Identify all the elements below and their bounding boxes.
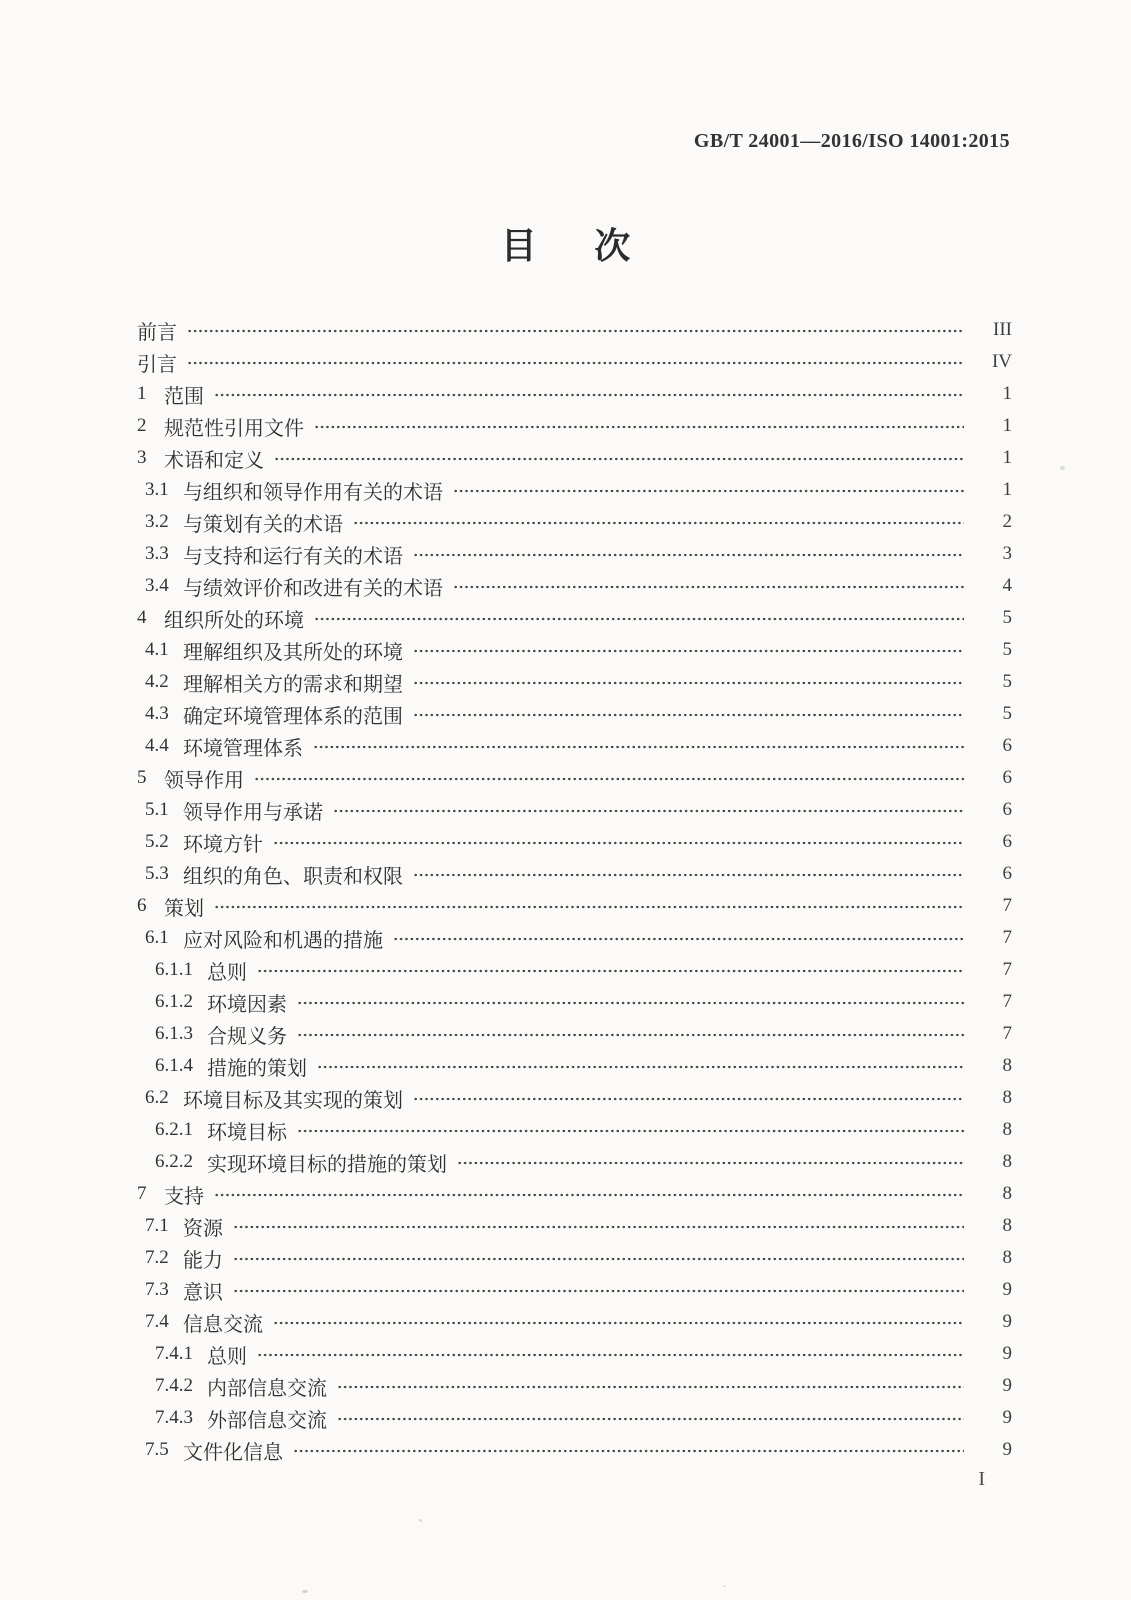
dot-leader [317, 1050, 964, 1082]
dot-leader [297, 1018, 964, 1050]
entry-number: 6.1.2 [155, 991, 193, 1012]
entry-page: 7 [1002, 991, 1012, 1012]
toc-entry [137, 986, 1012, 1018]
entry-page: 9 [1002, 1439, 1012, 1460]
entry-number: 6 [137, 895, 147, 916]
toc-page-title: 目 次 [500, 226, 642, 266]
dot-leader [453, 570, 964, 602]
entry-number: 7.1 [145, 1215, 169, 1236]
entry-page: 5 [1002, 671, 1012, 692]
entry-label: 外部信息交流 [207, 1409, 327, 1432]
entry-number: 7.4.1 [155, 1343, 193, 1364]
entry-page: 8 [1002, 1087, 1012, 1108]
toc-entry [137, 1242, 1012, 1274]
entry-page: 8 [1002, 1055, 1012, 1076]
entry-number: 6.2.1 [155, 1119, 193, 1140]
entry-page: 5 [1002, 703, 1012, 724]
entry-label: 资源 [183, 1217, 223, 1240]
toc-entry [137, 666, 1012, 698]
entry-number: 2 [137, 415, 147, 436]
entry-page: 9 [1002, 1375, 1012, 1396]
entry-number: 7.4.3 [155, 1407, 193, 1428]
entry-page: 9 [1002, 1311, 1012, 1332]
dot-leader [413, 634, 964, 666]
entry-label: 支持 [164, 1185, 204, 1208]
dot-leader [353, 506, 964, 538]
entry-number: 3.3 [145, 543, 169, 564]
entry-page: 8 [1002, 1247, 1012, 1268]
entry-label: 理解组织及其所处的环境 [183, 641, 403, 664]
entry-label: 环境目标及其实现的策划 [183, 1089, 403, 1112]
entry-page: 1 [1002, 447, 1012, 468]
entry-number: 5.2 [145, 831, 169, 852]
entry-number: 6.2.2 [155, 1151, 193, 1172]
entry-number: 6.1.1 [155, 959, 193, 980]
entry-page: 6 [1002, 831, 1012, 852]
entry-number: 6.2 [145, 1087, 169, 1108]
entry-label: 环境因素 [207, 993, 287, 1016]
toc-entry [137, 698, 1012, 730]
entry-page: 7 [1002, 927, 1012, 948]
entry-page: 8 [1002, 1151, 1012, 1172]
toc-entry [137, 442, 1012, 474]
entry-number: 6.1.4 [155, 1055, 193, 1076]
entry-label: 领导作用与承诺 [183, 801, 323, 824]
entry-number: 7.2 [145, 1247, 169, 1268]
entry-label: 前言 [137, 321, 177, 344]
toc-entry [137, 474, 1012, 506]
toc-entry [137, 1370, 1012, 1402]
toc-entry [137, 1210, 1012, 1242]
entry-number: 5.1 [145, 799, 169, 820]
toc-entry [137, 538, 1012, 570]
dot-leader [214, 378, 964, 410]
dot-leader [214, 1178, 964, 1210]
entry-number: 6.1 [145, 927, 169, 948]
dot-leader [233, 1210, 964, 1242]
entry-page: 5 [1002, 639, 1012, 660]
entry-number: 3.2 [145, 511, 169, 532]
entry-page: 1 [1002, 415, 1012, 436]
toc-entry [137, 1178, 1012, 1210]
dot-leader [274, 442, 964, 474]
entry-label: 领导作用 [164, 769, 244, 792]
entry-page: 3 [1002, 543, 1012, 564]
dot-leader [257, 954, 964, 986]
entry-page: 1 [1002, 479, 1012, 500]
toc-entry [137, 1306, 1012, 1338]
entry-page: 7 [1002, 1023, 1012, 1044]
toc-entry [137, 1434, 1012, 1466]
entry-number: 7.3 [145, 1279, 169, 1300]
dot-leader [297, 1114, 964, 1146]
entry-number: 4.3 [145, 703, 169, 724]
entry-number: 5 [137, 767, 147, 788]
entry-label: 总则 [207, 1345, 247, 1368]
dot-leader [313, 730, 964, 762]
entry-label: 总则 [207, 961, 247, 984]
dot-leader [457, 1146, 964, 1178]
entry-page: 2 [1002, 511, 1012, 532]
toc-entry [137, 1018, 1012, 1050]
toc-list [137, 314, 1012, 1466]
dot-leader [257, 1338, 964, 1370]
entry-label: 与绩效评价和改进有关的术语 [183, 577, 443, 600]
entry-label: 与支持和运行有关的术语 [183, 545, 403, 568]
dot-leader [413, 698, 964, 730]
toc-entry [137, 314, 1012, 346]
entry-page: 6 [1002, 735, 1012, 756]
dot-leader [214, 890, 964, 922]
entry-number: 4.1 [145, 639, 169, 660]
dot-leader [314, 410, 964, 442]
dot-leader [233, 1242, 964, 1274]
toc-entry [137, 634, 1012, 666]
toc-entry [137, 1082, 1012, 1114]
dot-leader [297, 986, 964, 1018]
dot-leader [413, 538, 964, 570]
toc-entry [137, 890, 1012, 922]
entry-label: 内部信息交流 [207, 1377, 327, 1400]
dot-leader [413, 1082, 964, 1114]
entry-page: IV [991, 351, 1012, 372]
entry-label: 确定环境管理体系的范围 [183, 705, 403, 728]
dot-leader [314, 602, 964, 634]
entry-page: 7 [1002, 959, 1012, 980]
toc-entry [137, 922, 1012, 954]
entry-page: 5 [1002, 607, 1012, 628]
toc-entry [137, 794, 1012, 826]
toc-entry [137, 570, 1012, 602]
dot-leader [273, 1306, 964, 1338]
entry-number: 3.4 [145, 575, 169, 596]
dot-leader [453, 474, 964, 506]
entry-number: 7 [137, 1183, 147, 1204]
entry-label: 与组织和领导作用有关的术语 [183, 481, 443, 504]
dot-leader [413, 858, 964, 890]
toc-entry [137, 602, 1012, 634]
entry-label: 与策划有关的术语 [183, 513, 343, 536]
toc-entry [137, 346, 1012, 378]
entry-page: 7 [1002, 895, 1012, 916]
entry-number: 3 [137, 447, 147, 468]
toc-entry [137, 858, 1012, 890]
toc-entry [137, 826, 1012, 858]
entry-page: 6 [1002, 863, 1012, 884]
entry-number: 7.4.2 [155, 1375, 193, 1396]
dot-leader [254, 762, 964, 794]
dot-leader [393, 922, 964, 954]
entry-number: 3.1 [145, 479, 169, 500]
toc-entry [137, 1146, 1012, 1178]
entry-label: 理解相关方的需求和期望 [183, 673, 403, 696]
entry-label: 实现环境目标的措施的策划 [207, 1153, 447, 1176]
entry-label: 组织的角色、职责和权限 [183, 865, 403, 888]
entry-number: 6.1.3 [155, 1023, 193, 1044]
scan-speck [419, 1519, 422, 1522]
entry-page: 6 [1002, 767, 1012, 788]
entry-label: 应对风险和机遇的措施 [183, 929, 383, 952]
entry-number: 1 [137, 383, 147, 404]
dot-leader [337, 1402, 964, 1434]
entry-number: 7.4 [145, 1311, 169, 1332]
entry-label: 文件化信息 [183, 1441, 283, 1464]
entry-number: 4.4 [145, 735, 169, 756]
entry-label: 策划 [164, 897, 204, 920]
entry-label: 能力 [183, 1249, 223, 1272]
entry-number: 4.2 [145, 671, 169, 692]
entry-page: 1 [1002, 383, 1012, 404]
toc-entry [137, 730, 1012, 762]
entry-number: 4 [137, 607, 147, 628]
toc-entry [137, 1050, 1012, 1082]
entry-page: 8 [1002, 1119, 1012, 1140]
entry-label: 措施的策划 [207, 1057, 307, 1080]
entry-label: 术语和定义 [164, 449, 264, 472]
dot-leader [293, 1434, 964, 1466]
toc-entry [137, 1402, 1012, 1434]
entry-label: 环境目标 [207, 1121, 287, 1144]
dot-leader [333, 794, 964, 826]
scan-speck [1060, 466, 1065, 470]
standard-code-header: GB/T 24001—2016/ISO 14001:2015 [693, 130, 1010, 152]
dot-leader [337, 1370, 964, 1402]
toc-entry [137, 410, 1012, 442]
toc-entry [137, 506, 1012, 538]
dot-leader [187, 346, 964, 378]
scan-speck [302, 1590, 308, 1593]
toc-entry [137, 1114, 1012, 1146]
toc-entry [137, 378, 1012, 410]
dot-leader [273, 826, 964, 858]
entry-page: 6 [1002, 799, 1012, 820]
toc-entry [137, 1274, 1012, 1306]
page-number-footer: I [978, 1468, 985, 1490]
entry-number: 7.5 [145, 1439, 169, 1460]
entry-label: 环境方针 [183, 833, 263, 856]
entry-label: 合规义务 [207, 1025, 287, 1048]
entry-label: 引言 [137, 353, 177, 376]
entry-label: 组织所处的环境 [164, 609, 304, 632]
entry-label: 规范性引用文件 [164, 417, 304, 440]
toc-entry [137, 954, 1012, 986]
toc-entry [137, 1338, 1012, 1370]
entry-page: III [993, 319, 1012, 340]
entry-label: 范围 [164, 385, 204, 408]
dot-leader [187, 314, 964, 346]
entry-number: 5.3 [145, 863, 169, 884]
entry-label: 信息交流 [183, 1313, 263, 1336]
scan-speck [723, 1585, 726, 1587]
entry-page: 9 [1002, 1407, 1012, 1428]
entry-label: 环境管理体系 [183, 737, 303, 760]
entry-page: 8 [1002, 1215, 1012, 1236]
entry-page: 9 [1002, 1343, 1012, 1364]
entry-page: 4 [1002, 575, 1012, 596]
toc-entry [137, 762, 1012, 794]
dot-leader [413, 666, 964, 698]
dot-leader [233, 1274, 964, 1306]
entry-page: 8 [1002, 1183, 1012, 1204]
entry-page: 9 [1002, 1279, 1012, 1300]
entry-label: 意识 [183, 1281, 223, 1304]
